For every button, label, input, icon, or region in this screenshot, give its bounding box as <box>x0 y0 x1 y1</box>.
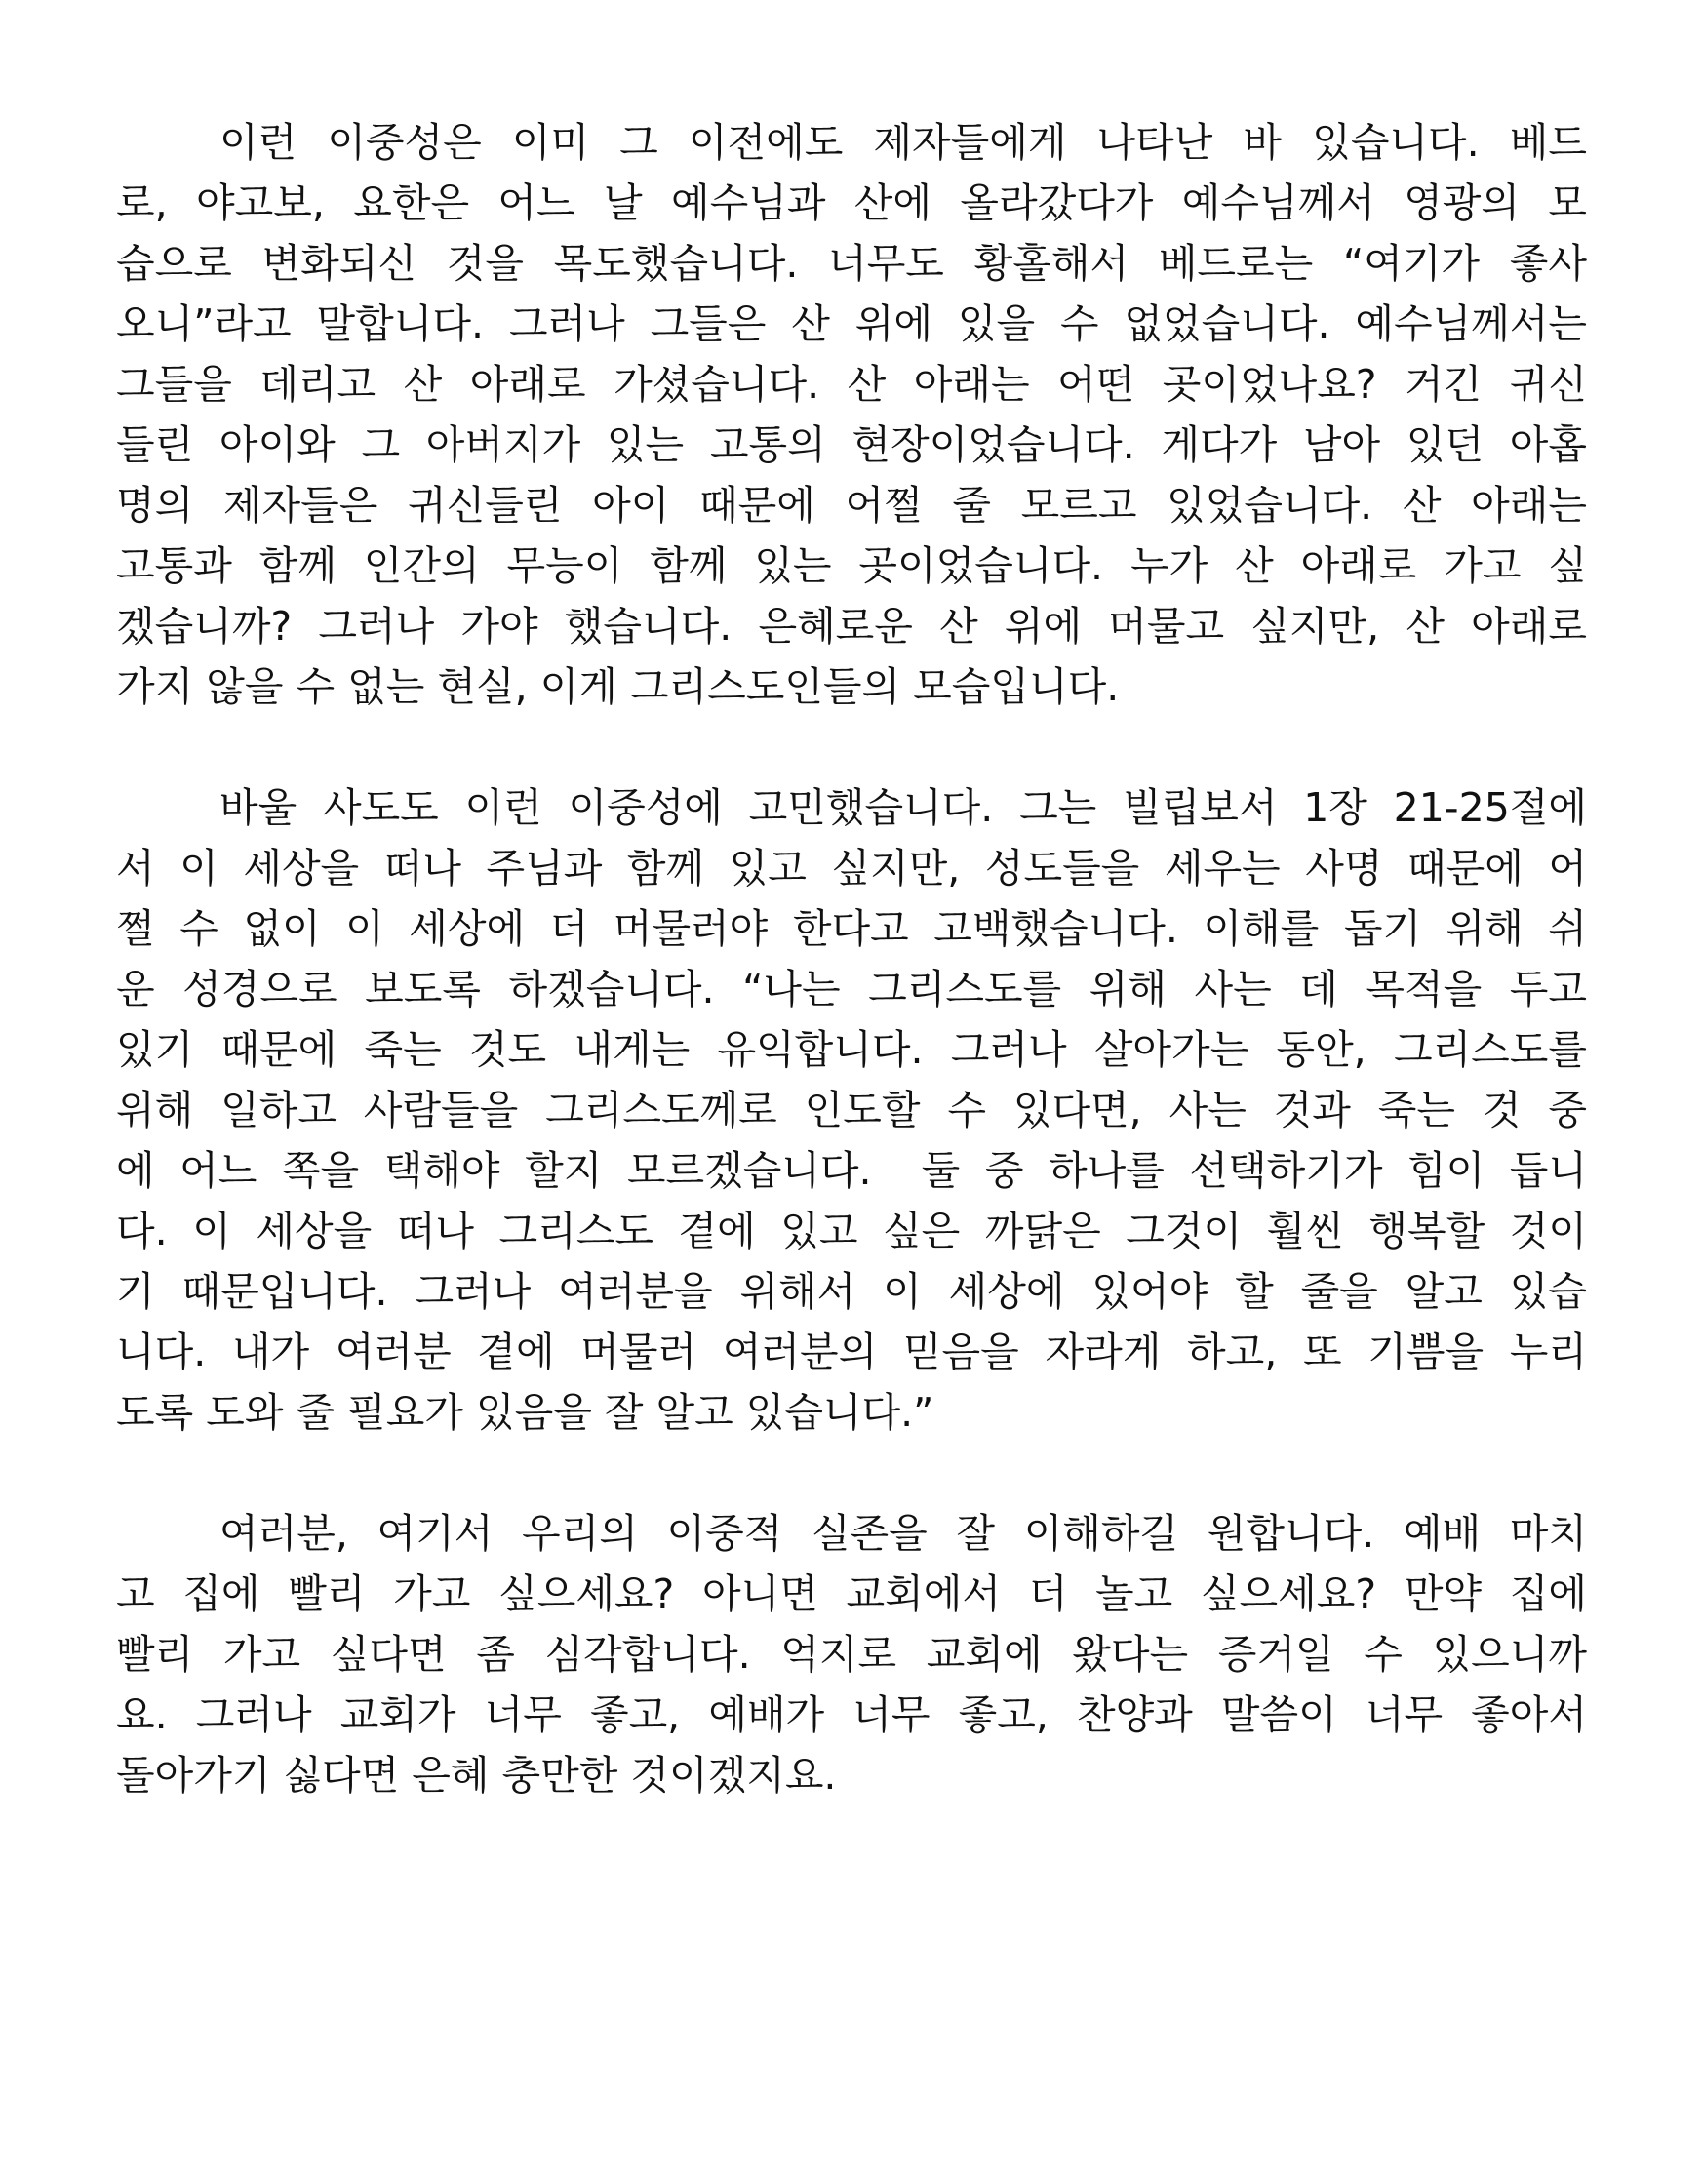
text-line: 가지 않을 수 없는 현실, 이게 그리스도인들의 모습입니다. <box>116 663 1120 710</box>
text-line: 겠습니까? 그러나 가야 했습니다. 은혜로운 산 위에 머물고 싶지만, 산 아래로 <box>116 603 1587 650</box>
text-line: 여러분, 여기서 우리의 이중적 실존을 잘 이해하길 원합니다. 예배 마치 <box>219 1510 1587 1557</box>
text-line: 에 어느 쪽을 택해야 할지 모르겠습니다. 둘 중 하나를 선택하기가 힘이 듭니 <box>116 1147 1587 1194</box>
text-line: 니다. 내가 여러분 곁에 머물러 여러분의 믿음을 자라게 하고, 또 기쁨을 누리 <box>116 1329 1587 1375</box>
text-line: 기 때문입니다. 그러나 여러분을 위해서 이 세상에 있어야 할 줄을 알고 있습 <box>116 1268 1587 1315</box>
text-line: 요. 그러나 교회가 너무 좋고, 예배가 너무 좋고, 찬양과 말씀이 너무 좋아서 <box>116 1691 1587 1738</box>
text-line: 고통과 함께 인간의 무능이 함께 있는 곳이었습니다. 누가 산 아래로 가고 싶 <box>116 542 1587 589</box>
text-line: 다. 이 세상을 떠나 그리스도 곁에 있고 싶은 까닭은 그것이 훨씬 행복할 것이 <box>116 1208 1587 1254</box>
text-line: 고 집에 빨리 가고 싶으세요? 아니면 교회에서 더 놀고 싶으세요? 만약 집에 <box>116 1570 1587 1617</box>
paragraph-3 <box>116 1503 1587 1806</box>
text-line: 그들을 데리고 산 아래로 가셨습니다. 산 아래는 어떤 곳이었나요? 거긴 귀신 <box>116 361 1587 408</box>
text-line: 바울 사도도 이런 이중성에 고민했습니다. 그는 빌립보서 1장 21-25절에 <box>219 784 1587 831</box>
text-line: 습으로 변화되신 것을 목도했습니다. 너무도 황홀해서 베드로는 “여기가 좋사 <box>116 240 1587 287</box>
text-line: 로, 야고보, 요한은 어느 날 예수님과 산에 올라갔다가 예수님께서 영광의 모 <box>116 179 1587 226</box>
text-line: 도록 도와 줄 필요가 있음을 잘 알고 있습니다.” <box>116 1389 934 1436</box>
text-line: 빨리 가고 싶다면 좀 심각합니다. 억지로 교회에 왔다는 증거일 수 있으니까 <box>116 1631 1587 1678</box>
paragraph-2 <box>116 777 1587 1443</box>
text-line: 돌아가기 싫다면 은혜 충만한 것이겠지요. <box>116 1752 837 1799</box>
text-line: 운 성경으로 보도록 하겠습니다. “나는 그리스도를 위해 사는 데 목적을 두고 <box>116 966 1587 1013</box>
text-line: 서 이 세상을 떠나 주님과 함께 있고 싶지만, 성도들을 세우는 사명 때문에 어 <box>116 845 1587 892</box>
text-line: 위해 일하고 사람들을 그리스도께로 인도할 수 있다면, 사는 것과 죽는 것 중 <box>116 1087 1587 1133</box>
text-line: 명의 제자들은 귀신들린 아이 때문에 어쩔 줄 모르고 있었습니다. 산 아래는 <box>116 482 1587 529</box>
text-line: 들린 아이와 그 아버지가 있는 고통의 현장이었습니다. 게다가 남아 있던 아홉 <box>116 421 1587 468</box>
paragraph-1 <box>116 112 1587 717</box>
text-line: 이런 이중성은 이미 그 이전에도 제자들에게 나타난 바 있습니다. 베드 <box>219 119 1587 166</box>
text-line: 오니”라고 말합니다. 그러나 그들은 산 위에 있을 수 없었습니다. 예수님께서는 <box>116 300 1587 347</box>
text-line: 쩔 수 없이 이 세상에 더 머물러야 한다고 고백했습니다. 이해를 돕기 위해 쉬 <box>116 905 1587 952</box>
document-page <box>116 112 1587 1866</box>
text-line: 있기 때문에 죽는 것도 내게는 유익합니다. 그러나 살아가는 동안, 그리스도를 <box>116 1026 1587 1073</box>
